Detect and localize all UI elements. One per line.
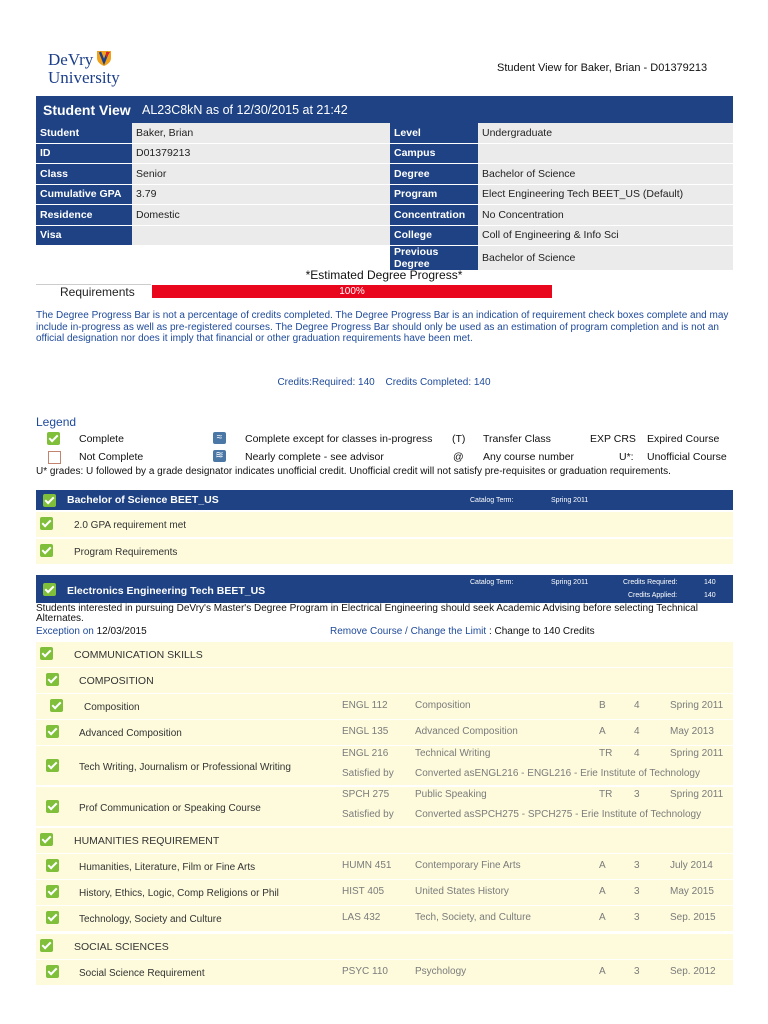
- info-value: D01379213: [132, 143, 390, 164]
- course-row[interactable]: [36, 960, 733, 985]
- info-row: [36, 205, 733, 226]
- progress-bar: 100%: [152, 285, 552, 298]
- course-title: Technical Writing: [415, 748, 491, 759]
- check-icon: [40, 647, 53, 660]
- course-grade: A: [599, 726, 606, 737]
- course-number: SPCH 275: [342, 789, 390, 800]
- check-icon: [46, 800, 59, 813]
- check-icon: [46, 725, 59, 738]
- satisfied-by-text: Converted asSPCH275 - SPCH275 - Erie Institute of Technology: [415, 809, 702, 820]
- credits-required: Credits:Required: 140: [277, 377, 375, 388]
- course-grade: A: [599, 966, 606, 977]
- shield-logo-icon: [97, 51, 111, 66]
- course-credits: 3: [634, 886, 640, 897]
- check-icon: [50, 699, 63, 712]
- course-term: Spring 2011: [670, 789, 724, 800]
- requirement-group-row[interactable]: [36, 934, 733, 959]
- info-row: [36, 164, 733, 185]
- legend-any-label: Any course number: [483, 451, 575, 463]
- course-title: Advanced Composition: [415, 726, 518, 737]
- info-label: Residence: [36, 205, 132, 226]
- check-icon: [43, 583, 56, 596]
- course-title: Tech, Society, and Culture: [415, 912, 531, 923]
- devry-logo: [48, 51, 120, 86]
- course-credits: 3: [634, 789, 640, 800]
- legend-transfer-symbol: (T): [452, 433, 466, 445]
- student-view-label: Student View: [43, 102, 131, 118]
- block-title: Electronics Engineering Tech BEET_US: [67, 585, 266, 597]
- course-title: Public Speaking: [415, 789, 487, 800]
- check-icon: [46, 673, 59, 686]
- group-label: SOCIAL SCIENCES: [74, 941, 169, 953]
- logo-line2: University: [48, 68, 120, 87]
- course-row[interactable]: [36, 694, 733, 719]
- course-requirement: History, Ethics, Logic, Comp Religions or Phil: [79, 888, 279, 899]
- legend-any-symbol: @: [453, 451, 464, 463]
- requirements-tab[interactable]: [36, 284, 151, 299]
- course-requirement: Humanities, Literature, Film or Fine Arts: [79, 862, 256, 873]
- legend-complete-label: Complete: [79, 433, 124, 445]
- course-requirement: Technology, Society and Culture: [79, 914, 222, 925]
- course-requirement: Composition: [84, 702, 140, 713]
- info-label: Previous Degree: [390, 246, 478, 271]
- course-requirement: Advanced Composition: [79, 728, 182, 739]
- course-credits: 4: [634, 726, 640, 737]
- program-note: Students interested in pursuing DeVry's Master's Degree Program in Electrical Engineering should seek Academic Advising before selecting Technical Alternates.: [36, 603, 698, 624]
- requirements-label: Requirements: [60, 285, 135, 299]
- course-term: Spring 2011: [670, 700, 724, 711]
- requirement-group-row[interactable]: [36, 668, 733, 693]
- course-grade: TR: [599, 748, 613, 759]
- satisfied-by-text: Converted asENGL216 - ENGL216 - Erie Institute of Technology: [415, 768, 700, 779]
- legend-complete-except: Complete except for classes in-progress: [245, 433, 433, 445]
- student-info-table: [36, 123, 733, 271]
- u-grades-note: U* grades: U followed by a grade designator indicates unofficial credit. Unofficial credit will not satisfy pre-requisites or graduation requirements.: [36, 466, 671, 477]
- info-value: 3.79: [132, 184, 390, 205]
- info-value: No Concentration: [478, 205, 733, 226]
- credits-summary: [0, 377, 768, 388]
- course-row[interactable]: [36, 854, 733, 879]
- course-number: HIST 405: [342, 886, 385, 897]
- info-row: [36, 143, 733, 164]
- group-label: HUMANITIES REQUIREMENT: [74, 835, 220, 847]
- credits-applied-label: Credits Applied:: [628, 592, 678, 599]
- legend-not-complete: [48, 451, 61, 464]
- exception-date: 12/03/2015: [96, 626, 147, 637]
- course-number: ENGL 112: [342, 700, 388, 711]
- course-credits: 4: [634, 700, 640, 711]
- info-value: Bachelor of Science: [478, 164, 733, 185]
- check-icon: [40, 833, 53, 846]
- remove-course-link[interactable]: Remove Course / Change the Limit: [330, 626, 487, 637]
- course-number: HUMN 451: [342, 860, 392, 871]
- credits-required-label: Credits Required:: [623, 579, 678, 586]
- legend-title: Legend: [36, 415, 77, 429]
- course-credits: 4: [634, 748, 640, 759]
- info-value: Senior: [132, 164, 390, 185]
- requirement-label: 2.0 GPA requirement met: [74, 520, 187, 531]
- progress-disclaimer: The Degree Progress Bar is not a percentage of credits completed. The Degree Progress Bar is an indication of requirement check boxes complete and may include in-progress as well as pre-registered courses. The Degree Progress Bar should only be used as an estimation of program completion and is not an official designation nor does it imply that financial or other graduation requirements have been met.: [36, 310, 729, 344]
- legend-nearly: [213, 450, 226, 462]
- info-value: Domestic: [132, 205, 390, 226]
- course-row[interactable]: [36, 880, 733, 905]
- legend-expired-label: Expired Course: [647, 433, 720, 445]
- remove-course-value: : Change to 140 Credits: [488, 626, 595, 637]
- check-icon: [47, 432, 60, 445]
- course-title: Psychology: [415, 966, 467, 977]
- credits-required-value: 140: [704, 579, 716, 586]
- check-icon: [40, 939, 53, 952]
- legend-expired-symbol: EXP CRS: [590, 433, 636, 445]
- info-label: Class: [36, 164, 132, 185]
- legend-transfer-label: Transfer Class: [483, 433, 551, 445]
- info-value: Bachelor of Science: [478, 246, 733, 271]
- course-term: Sep. 2012: [670, 966, 716, 977]
- course-credits: 3: [634, 912, 640, 923]
- empty-box-icon: [48, 451, 61, 464]
- approx-icon: ≈: [213, 432, 226, 444]
- course-grade: A: [599, 912, 606, 923]
- check-icon: [46, 759, 59, 772]
- course-credits: 3: [634, 860, 640, 871]
- course-term: July 2014: [670, 860, 713, 871]
- requirement-row[interactable]: [36, 539, 733, 564]
- satisfied-by-label: Satisfied by: [342, 768, 394, 779]
- info-value: [478, 143, 733, 164]
- requirement-group-row[interactable]: [36, 828, 733, 853]
- course-requirement: Prof Communication or Speaking Course: [79, 803, 261, 814]
- block-bachelor-header[interactable]: [36, 490, 733, 510]
- info-label: College: [390, 225, 478, 246]
- course-number: PSYC 110: [342, 966, 388, 977]
- course-number: ENGL 216: [342, 748, 389, 759]
- legend-not-complete-label: Not Complete: [79, 451, 144, 463]
- group-label: COMPOSITION: [79, 675, 154, 687]
- check-icon: [46, 965, 59, 978]
- info-label: Campus: [390, 143, 478, 164]
- info-label: ID: [36, 143, 132, 164]
- info-label: Student: [36, 123, 132, 143]
- check-icon: [40, 544, 53, 557]
- student-view-bar: [36, 96, 733, 123]
- credits-completed: Credits Completed: 140: [385, 377, 491, 388]
- info-label: Level: [390, 123, 478, 143]
- logo-line1: DeVry: [48, 50, 94, 69]
- info-value: Coll of Engineering & Info Sci: [478, 225, 733, 246]
- course-requirement: Social Science Requirement: [79, 968, 205, 979]
- course-title: United States History: [415, 886, 509, 897]
- info-label: Degree: [390, 164, 478, 185]
- info-row: [36, 225, 733, 246]
- course-row[interactable]: [36, 746, 733, 785]
- course-term: May 2015: [670, 886, 714, 897]
- check-icon: [46, 911, 59, 924]
- legend-nearly-complete: Nearly complete - see advisor: [245, 451, 384, 463]
- legend-approx: [213, 432, 226, 444]
- info-value: [132, 225, 390, 246]
- info-label: Visa: [36, 225, 132, 246]
- course-grade: A: [599, 860, 606, 871]
- catalog-term-value: Spring 2011: [551, 497, 589, 504]
- requirement-group-row[interactable]: [36, 642, 733, 667]
- course-credits: 3: [634, 966, 640, 977]
- check-icon: [46, 859, 59, 872]
- course-row[interactable]: [36, 720, 733, 745]
- course-title: Contemporary Fine Arts: [415, 860, 521, 871]
- check-icon: [46, 885, 59, 898]
- catalog-term-value: Spring 2011: [551, 579, 589, 586]
- info-label: Program: [390, 184, 478, 205]
- info-row: [36, 246, 733, 271]
- legend-complete: [47, 432, 60, 445]
- course-row[interactable]: [36, 787, 733, 826]
- requirement-label: Program Requirements: [74, 547, 178, 558]
- progress-title: *Estimated Degree Progress*: [305, 268, 463, 282]
- info-value: Elect Engineering Tech BEET_US (Default): [478, 184, 733, 205]
- course-number: ENGL 135: [342, 726, 389, 737]
- legend-unofficial-label: Unofficial Course: [647, 451, 727, 463]
- block-title: Bachelor of Science BEET_US: [67, 494, 219, 506]
- nearly-icon: ≋: [213, 450, 226, 462]
- info-label: Concentration: [390, 205, 478, 226]
- exception: [36, 626, 147, 637]
- course-number: LAS 432: [342, 912, 381, 923]
- info-value: Baker, Brian: [132, 123, 390, 143]
- course-term: Sep. 2015: [670, 912, 716, 923]
- group-label: COMMUNICATION SKILLS: [74, 649, 203, 661]
- course-grade: TR: [599, 789, 613, 800]
- course-requirement: Tech Writing, Journalism or Professional Writing: [79, 762, 291, 773]
- exception-detail: [330, 626, 595, 637]
- course-title: Composition: [415, 700, 471, 711]
- credits-applied-value: 140: [704, 592, 716, 599]
- info-label: Cumulative GPA: [36, 184, 132, 205]
- block-electronics-header[interactable]: [36, 575, 733, 603]
- course-grade: B: [599, 700, 606, 711]
- info-row: [36, 123, 733, 143]
- catalog-term-label: Catalog Term:: [470, 497, 514, 504]
- course-term: May 2013: [670, 726, 714, 737]
- course-term: Spring 2011: [670, 748, 724, 759]
- course-grade: A: [599, 886, 606, 897]
- info-value: Undergraduate: [478, 123, 733, 143]
- check-icon: [40, 517, 53, 530]
- info-row: [36, 184, 733, 205]
- student-view-title: Student View for Baker, Brian - D01379213: [497, 62, 708, 74]
- audit-id: AL23C8kN as of 12/30/2015 at 21:42: [142, 103, 348, 117]
- legend-unofficial-symbol: U*:: [619, 451, 634, 463]
- catalog-term-label: Catalog Term:: [470, 579, 514, 586]
- satisfied-by-label: Satisfied by: [342, 809, 394, 820]
- requirement-row[interactable]: [36, 512, 733, 537]
- exception-label: Exception on: [36, 626, 94, 637]
- course-row[interactable]: [36, 906, 733, 931]
- check-icon: [43, 494, 56, 507]
